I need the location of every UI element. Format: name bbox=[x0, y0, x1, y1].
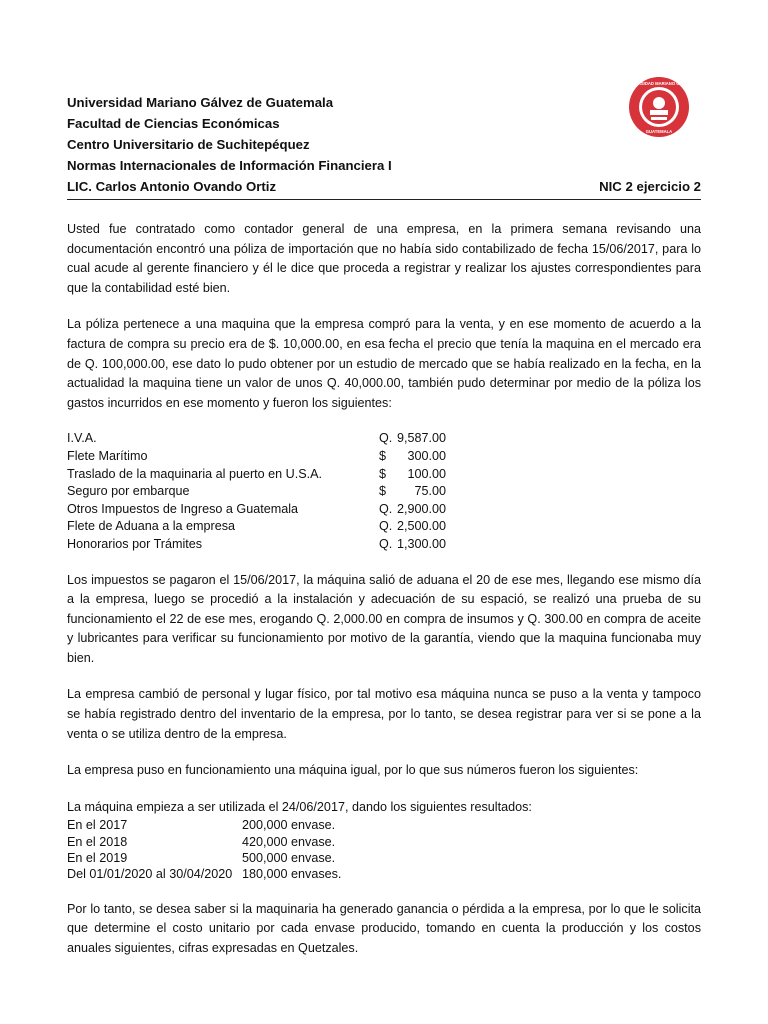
expense-currency: $ bbox=[379, 448, 387, 463]
university-seal-icon bbox=[620, 76, 698, 138]
seal-text-bottom: GUATEMALA bbox=[645, 129, 673, 134]
expense-label: Seguro por embarque bbox=[67, 484, 190, 499]
course-name: Normas Internacionales de Información Financiera I bbox=[67, 158, 392, 173]
document-body bbox=[67, 220, 701, 958]
center-name: Centro Universitario de Suchitepéquez bbox=[67, 137, 310, 152]
document-page bbox=[67, 0, 701, 1024]
production-quantity: 200,000 envase. bbox=[242, 818, 336, 833]
expense-row bbox=[67, 483, 701, 501]
production-period: En el 2018 bbox=[67, 834, 128, 849]
seal-text-top: UNIVERSIDAD MARIANO GÁLVEZ bbox=[625, 81, 693, 86]
production-row bbox=[67, 817, 701, 833]
expense-label: Flete Marítimo bbox=[67, 448, 148, 463]
expense-amount: 2,900.00 bbox=[396, 501, 446, 516]
expense-currency: Q. bbox=[379, 536, 393, 551]
expense-amount: 9,587.00 bbox=[396, 431, 446, 446]
professor-name: LIC. Carlos Antonio Ovando Ortiz bbox=[67, 179, 277, 194]
paragraph-intro: Usted fue contratado como contador general de una empresa, en la primera semana revisando una documentación encontró una póliza de importación que no había sido contabilizado de fecha 15/06/2017, para lo cual acude al gerente financiero y él le dice que proceda a registrar y realizar los ajustes correspondientes para que la contabilidad esté bien. bbox=[67, 222, 701, 295]
paragraph-taxes: Los impuestos se pagaron el 15/06/2017, la máquina salió de aduana el 20 de ese mes, llegando ese mismo día a la empresa, luego se procedió a la instalación y adecuación de su espació, se realizó una prueba de su funcionamiento el 22 de ese mes, erogando Q. 2,000.00 en compra de insumos y Q. 300.00 en compra de aceite y lubricantes para verificar su funcionamiento por motivo de la garantía, viendo que la maquina funcionaba muy bien. bbox=[67, 572, 701, 665]
production-quantity: 500,000 envase. bbox=[242, 851, 336, 866]
production-table bbox=[67, 817, 701, 882]
expense-row bbox=[67, 518, 701, 536]
expense-row bbox=[67, 448, 701, 466]
expense-currency: Q. bbox=[379, 519, 393, 534]
production-quantity: 180,000 envases. bbox=[242, 867, 342, 882]
expense-label: Flete de Aduana a la empresa bbox=[67, 519, 236, 534]
paragraph-usage-start: La máquina empieza a ser utilizada el 24/06/2017, dando los siguientes resultados: bbox=[67, 799, 532, 814]
expense-currency: Q. bbox=[379, 501, 393, 516]
university-name: Universidad Mariano Gálvez de Guatemala bbox=[67, 95, 334, 110]
expense-row bbox=[67, 501, 701, 519]
expense-amount: 100.00 bbox=[407, 466, 446, 481]
production-row bbox=[67, 834, 701, 850]
faculty-name: Facultad de Ciencias Económicas bbox=[67, 116, 280, 131]
expense-label: Traslado de la maquinaria al puerto en U.S.A. bbox=[67, 466, 323, 481]
expense-row bbox=[67, 536, 701, 554]
production-period: En el 2017 bbox=[67, 818, 128, 833]
production-period: Del 01/01/2020 al 30/04/2020 bbox=[67, 867, 233, 882]
expense-currency: Q. bbox=[379, 431, 393, 446]
expense-label: Honorarios por Trámites bbox=[67, 536, 203, 551]
expense-amount: 1,300.00 bbox=[396, 536, 446, 551]
expense-currency: $ bbox=[379, 484, 387, 499]
expense-amount: 75.00 bbox=[414, 484, 446, 499]
paragraph-policy: La póliza pertenece a una maquina que la empresa compró para la venta, y en ese momento de acuerdo a la factura de compra su precio era de $. 10,000.00, en esa fecha el precio que tenía la maquina en el mercado era de Q. 100,000.00, ese dato lo pudo obtener por un estudio de mercado que se había realizado en la fecha, en la actualidad la maquina tiene un valor de unos Q. 40,000.00, también pudo determinar por medio de la póliza los gastos incurridos en ese momento y fueron los siguientes: bbox=[67, 317, 701, 410]
document-header bbox=[67, 92, 701, 200]
production-row bbox=[67, 850, 701, 866]
exercise-label: NIC 2 ejercicio 2 bbox=[599, 179, 701, 194]
paragraph-machine-numbers: La empresa puso en funcionamiento una máquina igual, por lo que sus números fueron los siguientes: bbox=[67, 763, 639, 778]
expense-currency: $ bbox=[379, 466, 387, 481]
header-last-line bbox=[67, 176, 701, 200]
expense-amount: 2,500.00 bbox=[396, 519, 446, 534]
expenses-table bbox=[67, 430, 701, 553]
paragraph-request: Por lo tanto, se desea saber si la maquinaria ha generado ganancia o pérdida a la empresa, por lo que le solicita que determine el costo unitario por cada envase producido, tomando en cuenta la producción y los costos anuales siguientes, cifras expresadas en Quetzales. bbox=[67, 901, 701, 955]
expense-row bbox=[67, 466, 701, 484]
expense-amount: 300.00 bbox=[407, 448, 446, 463]
production-quantity: 420,000 envase. bbox=[242, 834, 336, 849]
expense-label: I.V.A. bbox=[67, 431, 97, 446]
production-period: En el 2019 bbox=[67, 851, 128, 866]
expense-label: Otros Impuestos de Ingreso a Guatemala bbox=[67, 501, 299, 516]
production-row bbox=[67, 866, 701, 882]
expense-row bbox=[67, 430, 701, 448]
paragraph-staff-change: La empresa cambió de personal y lugar físico, por tal motivo esa máquina nunca se puso a la venta y tampoco se había registrado dentro del inventario de la empresa, por lo tanto, se desea registrar para ver si se pone a la venta o se utiliza dentro de la empresa. bbox=[67, 687, 701, 741]
